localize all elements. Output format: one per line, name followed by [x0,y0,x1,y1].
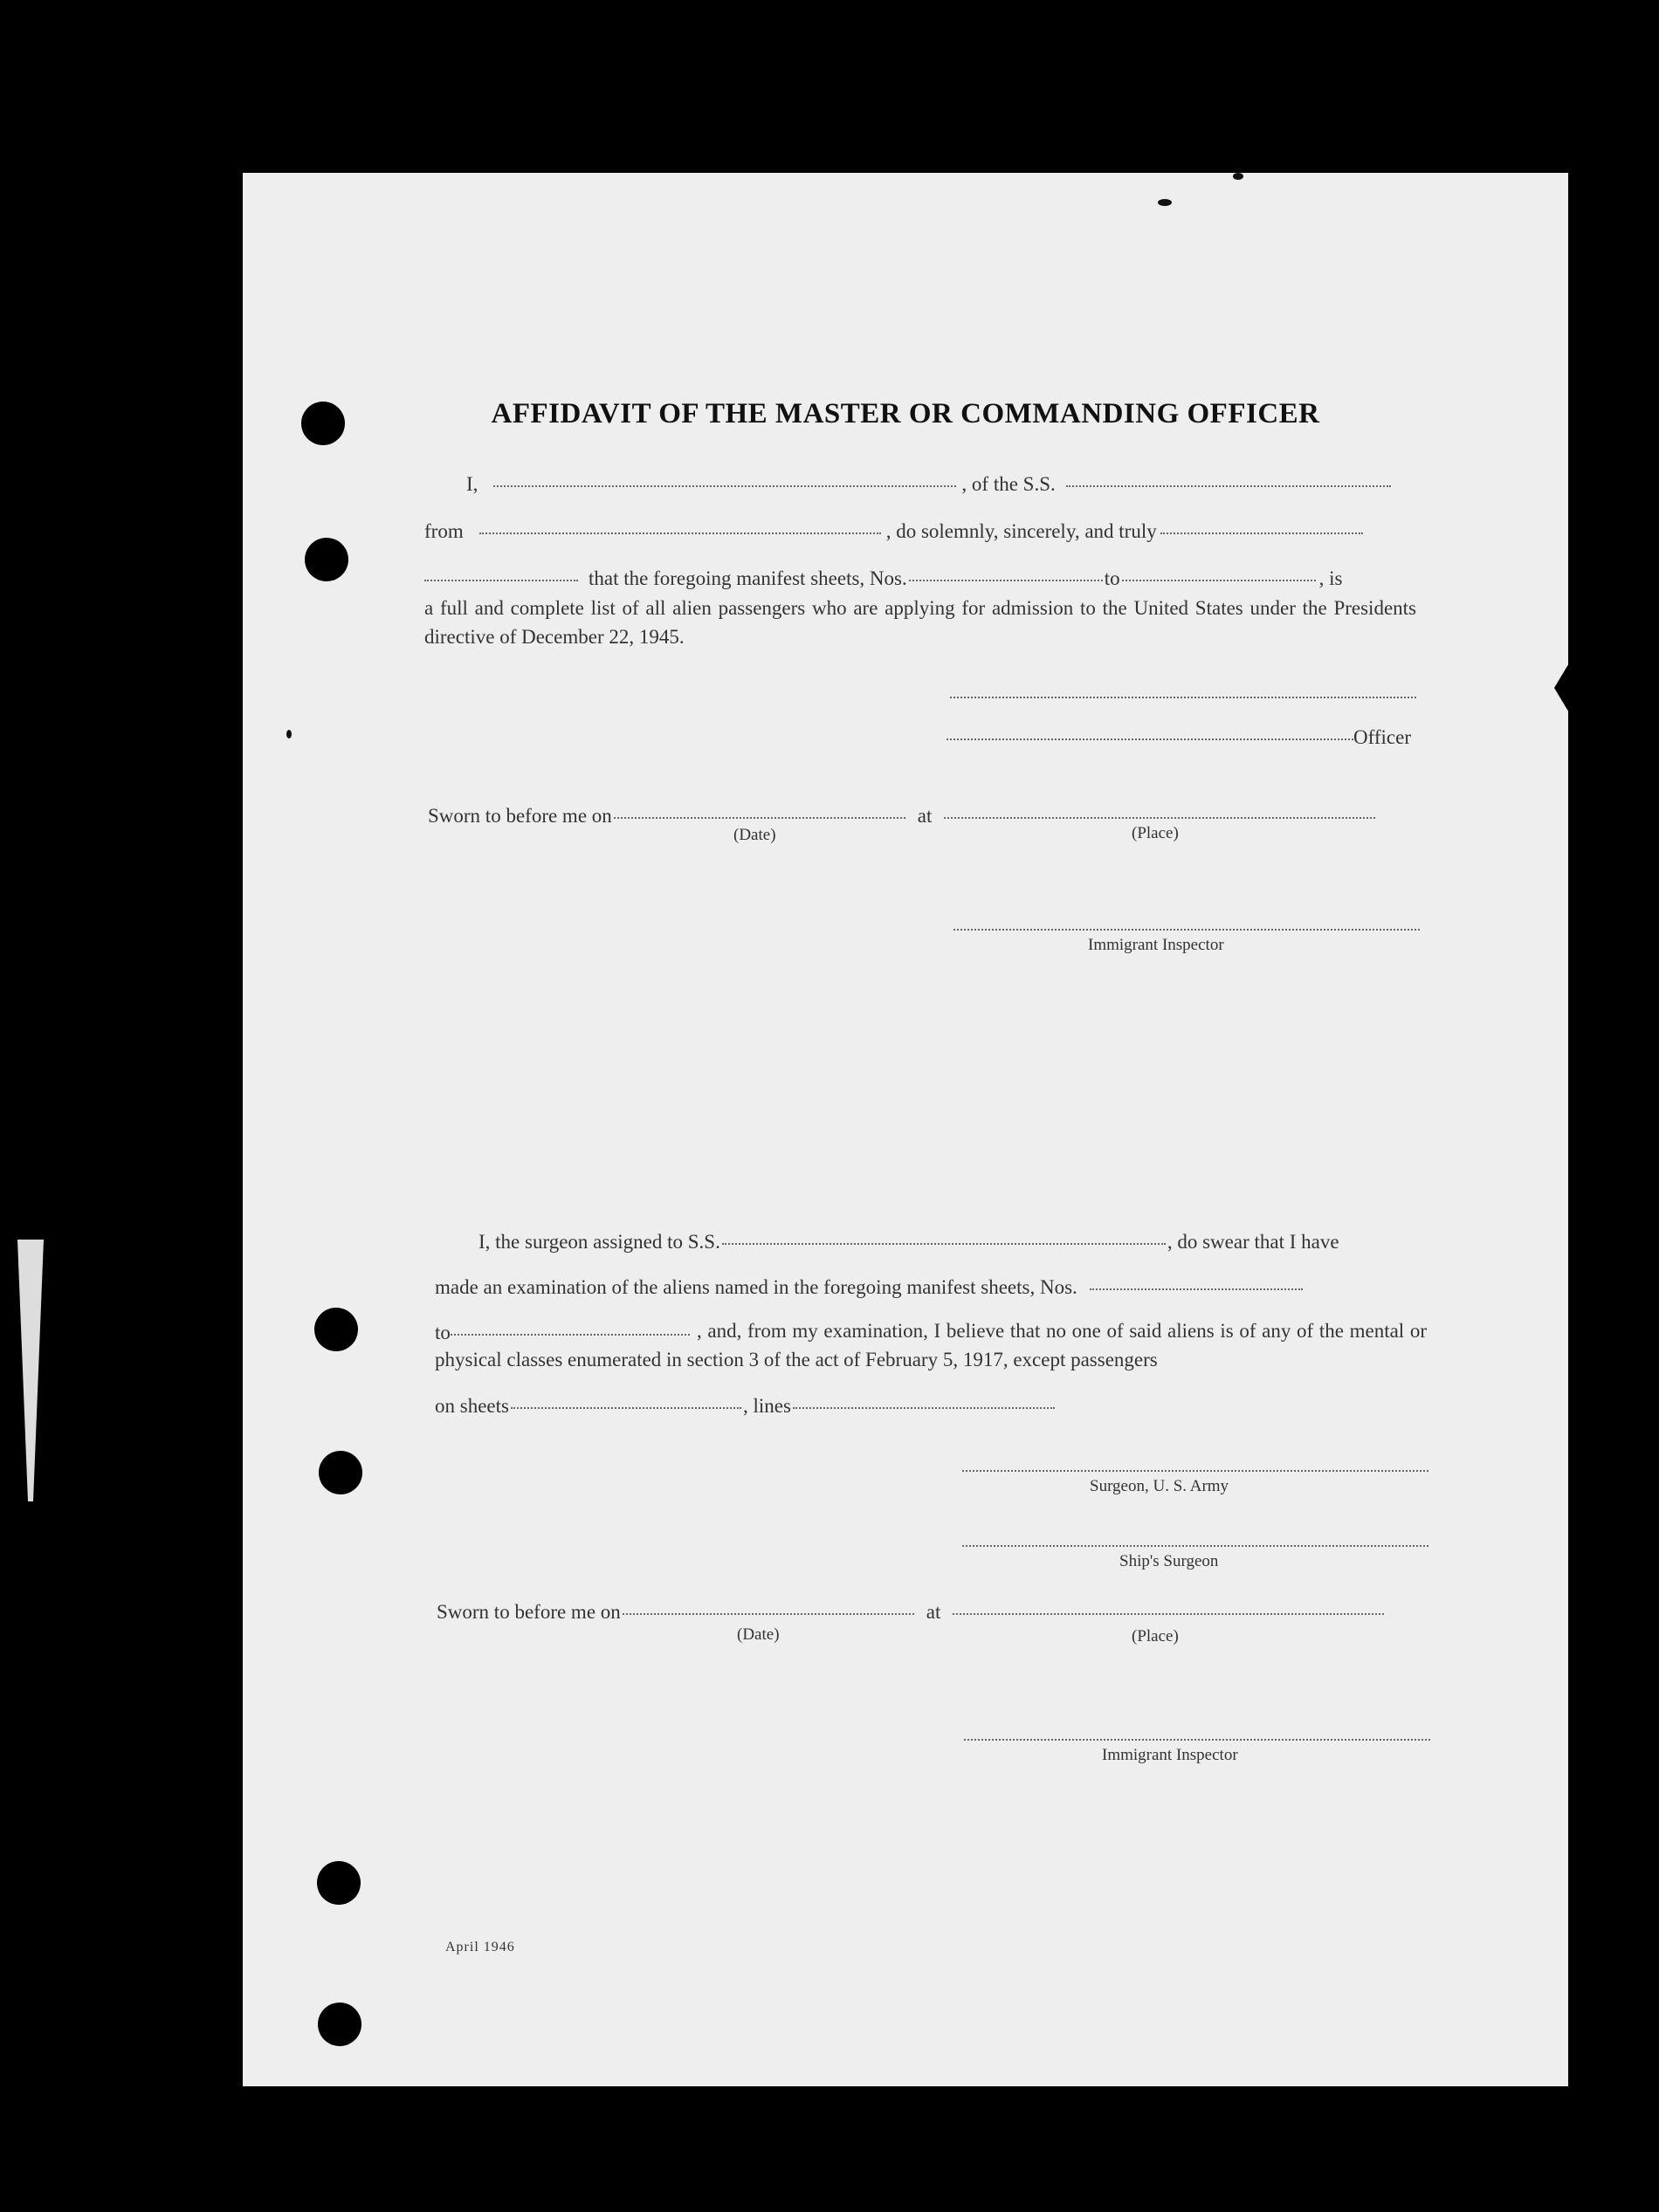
passenger-sheets-field[interactable] [511,1405,741,1409]
surgeon-line-1 [478,1231,1339,1254]
name-field[interactable] [493,484,956,487]
surgeon-belief: , and, from my examination, I believe that no one of said aliens is of any of the mental or physical classes enumerated in section 3 of the act of February 5, 1917, except passengers [435,1320,1427,1370]
verb-field[interactable] [424,578,578,581]
page-title: AFFIDAVIT OF THE MASTER OR COMMANDING OFFICER [491,398,1320,429]
surgeon-ship-field[interactable] [722,1241,1166,1245]
ink-speck [286,730,292,738]
surgeon-at-label: at [926,1601,941,1623]
punch-hole [305,538,348,581]
surgeon-to-label: to [435,1322,451,1343]
surgeon-sworn-line [437,1601,1389,1624]
ink-speck [1233,173,1243,180]
surgeon-inspector-line[interactable] [964,1739,1430,1741]
master-line-3 [424,567,1342,590]
master-at-label: at [917,805,933,827]
master-sworn-line [428,805,1380,828]
master-inspector-line[interactable] [953,929,1420,931]
sheet-from-field[interactable] [909,578,1103,581]
officer-signature-field[interactable] [947,737,1353,740]
officer-line [947,726,1411,749]
master-line-1 [466,473,1657,496]
surgeon-place-caption: (Place) [1132,1627,1179,1645]
surgeon-sworn-label: Sworn to before me on [437,1601,621,1623]
master-i-label: I, [466,473,478,495]
from-label: from [424,520,464,542]
master-inspector-caption: Immigrant Inspector [1088,936,1224,954]
ship-name-field[interactable] [1066,484,1391,487]
punch-hole [317,1861,361,1905]
affirm-field[interactable] [1160,531,1363,534]
army-surgeon-caption: Surgeon, U. S. Army [1090,1477,1229,1495]
ships-surgeon-caption: Ship's Surgeon [1119,1552,1219,1570]
surgeon-assigned-label: I, the surgeon assigned to S.S. [478,1231,720,1253]
footer-date: April 1946 [445,1940,515,1954]
affidavit-form-page [243,173,1568,2086]
master-place-caption: (Place) [1132,824,1179,842]
punch-hole [319,1451,362,1494]
surgeon-line-2 [435,1276,1308,1299]
to-label: to [1104,567,1120,589]
lines-label: , lines [742,1395,791,1417]
master-date-caption: (Date) [733,826,776,844]
ink-speck [1158,199,1172,206]
officer-label: Officer [1353,726,1411,748]
examination-label: made an examination of the aliens named in the foregoing manifest sheets, Nos. [435,1276,1077,1298]
is-label: , is [1318,567,1343,589]
on-sheets-label: on sheets [435,1395,509,1417]
passenger-lines-field[interactable] [793,1405,1055,1409]
sheet-to-field[interactable] [1122,578,1316,581]
swear-label: , do swear that I have [1167,1231,1339,1253]
master-sworn-label: Sworn to before me on [428,805,612,827]
master-sworn-date-field[interactable] [614,815,905,819]
master-statement: a full and complete list of all alien passengers who are applying for admission to the United States under the Presidents directive of December 22, 1945. [424,597,1416,648]
surgeon-sworn-place-field[interactable] [953,1611,1384,1615]
solemnly-label: , do solemnly, sincerely, and truly [885,520,1157,542]
master-line-2 [424,520,1368,543]
surgeon-date-caption: (Date) [737,1625,780,1644]
master-signature-line[interactable] [950,697,1416,698]
surgeon-line-5 [435,1395,1060,1418]
surgeon-inspector-caption: Immigrant Inspector [1102,1746,1238,1764]
from-port-field[interactable] [479,531,881,534]
of-ss-label: , of the S.S. [961,473,1056,495]
punch-hole [314,1308,358,1351]
film-edge-strip [17,1240,44,1501]
ships-surgeon-signature-line[interactable] [962,1545,1428,1547]
surgeon-sheet-from-field[interactable] [1090,1287,1303,1290]
master-sworn-place-field[interactable] [944,815,1375,819]
foregoing-label: that the foregoing manifest sheets, Nos. [589,567,907,589]
surgeon-sworn-date-field[interactable] [623,1611,914,1615]
punch-hole [318,2002,361,2046]
army-surgeon-signature-line[interactable] [962,1470,1428,1472]
